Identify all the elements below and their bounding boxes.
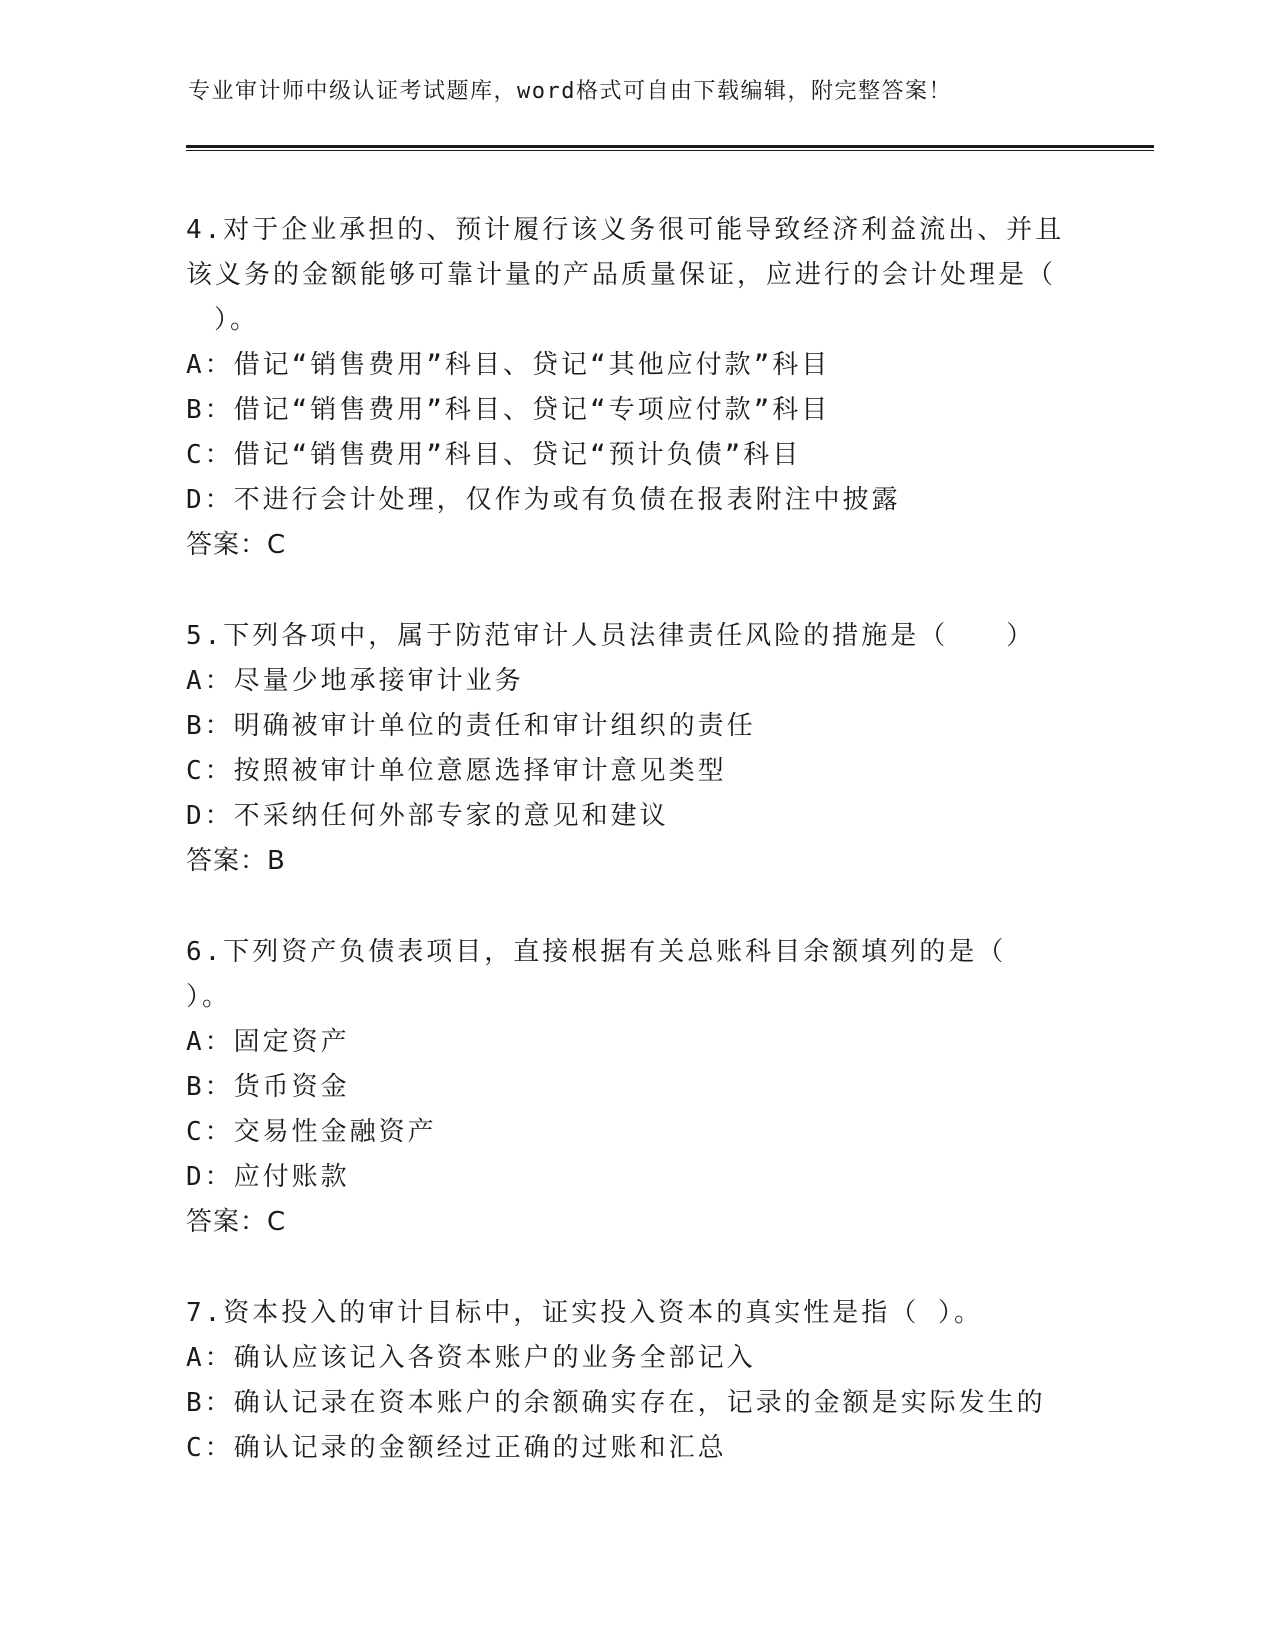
question-4: [186, 208, 1086, 568]
question-stem-line: 6.下列资产负债表项目，直接根据有关总账科目余额填列的是（: [186, 937, 1007, 967]
option-a: A：借记“销售费用”科目、贷记“其他应付款”科目: [186, 350, 831, 380]
question-stem-line: 该义务的金额能够可靠计量的产品质量保证，应进行的会计处理是（: [186, 260, 1057, 290]
option-b: B：明确被审计单位的责任和审计组织的责任: [186, 711, 756, 741]
question-stem-line: 7.资本投入的审计目标中，证实投入资本的真实性是指（ ）。: [186, 1298, 983, 1328]
option-d: D：应付账款: [186, 1162, 350, 1192]
question-stem-line: 4.对于企业承担的、预计履行该义务很可能导致经济利益流出、并且: [186, 215, 1065, 245]
question-6: [186, 930, 1086, 1245]
answer-text: 答案：C: [186, 1207, 287, 1237]
answer-text: 答案：C: [186, 530, 287, 560]
header-rule-thin: [186, 150, 1154, 151]
header-rule-thick: [186, 145, 1154, 148]
question-7: [186, 1291, 1086, 1471]
option-a: A：确认应该记入各资本账户的业务全部记入: [186, 1343, 756, 1373]
question-list: [186, 208, 1086, 1517]
option-d: D：不采纳任何外部专家的意见和建议: [186, 801, 669, 831]
page-header: 专业审计师中级认证考试题库，word格式可自由下载编辑，附完整答案！: [188, 79, 952, 104]
option-b: B：货币资金: [186, 1072, 350, 1102]
question-stem-line: ）。: [186, 982, 232, 1012]
option-a: A：固定资产: [186, 1027, 350, 1057]
option-c: C：确认记录的金额经过正确的过账和汇总: [186, 1433, 727, 1463]
answer-text: 答案：B: [186, 846, 286, 876]
question-5: [186, 614, 1086, 884]
option-c: C：交易性金融资产: [186, 1117, 437, 1147]
option-b: B：确认记录在资本账户的余额确实存在，记录的金额是实际发生的: [186, 1388, 1046, 1418]
option-d: D：不进行会计处理，仅作为或有负债在报表附注中披露: [186, 485, 901, 515]
question-stem-line: 5.下列各项中，属于防范审计人员法律责任风险的措施是（ ）: [186, 621, 1036, 651]
option-c: C：按照被审计单位意愿选择审计意见类型: [186, 756, 727, 786]
option-a: A：尽量少地承接审计业务: [186, 666, 524, 696]
option-c: C：借记“销售费用”科目、贷记“预计负债”科目: [186, 440, 802, 470]
option-b: B：借记“销售费用”科目、贷记“专项应付款”科目: [186, 395, 831, 425]
question-stem-line: ）。: [214, 305, 260, 335]
